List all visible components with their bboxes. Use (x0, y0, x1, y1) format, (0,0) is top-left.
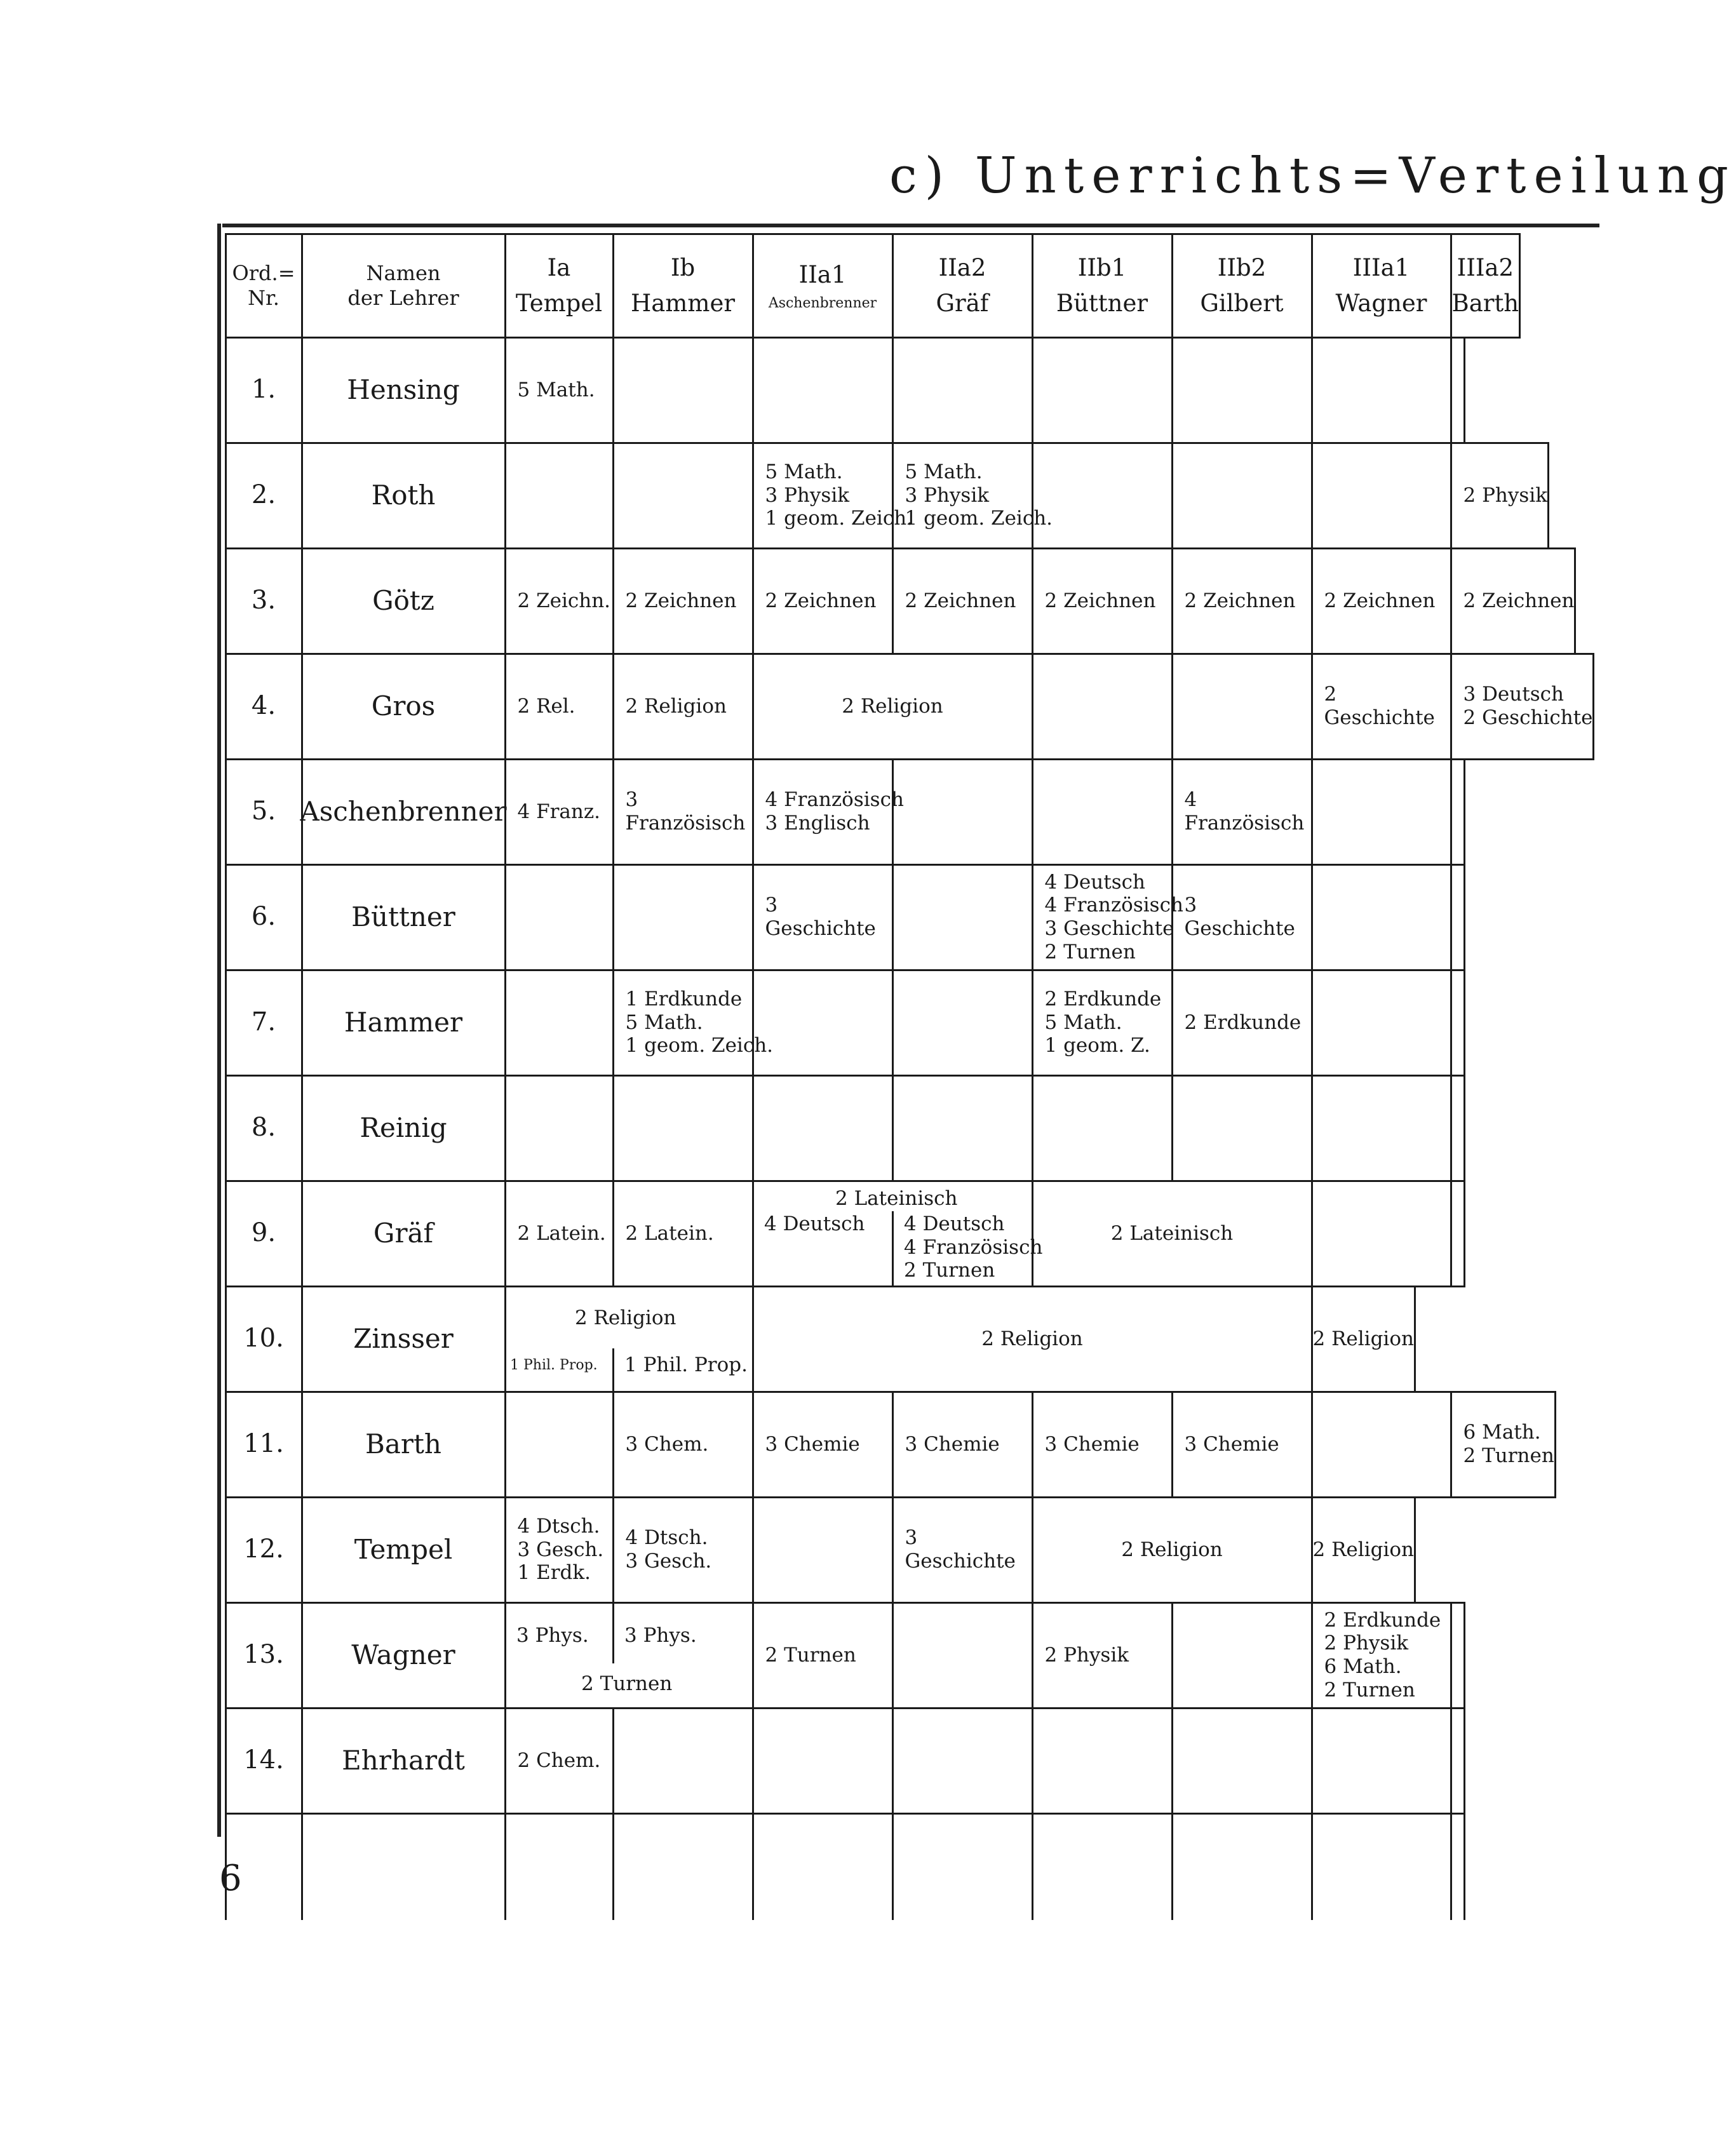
cell-line: 4 Französisch (904, 1235, 1043, 1259)
subject-cell (1311, 1602, 1452, 1709)
ord-number: 8. (225, 1075, 303, 1182)
empty-cell (892, 1707, 1033, 1815)
subject-cell (1032, 864, 1183, 971)
empty-cell (1450, 864, 1465, 971)
cell-line: 4 Französisch (765, 788, 904, 812)
left-rule (217, 224, 221, 1837)
cell-line: Nr. (248, 285, 279, 310)
subject-cell: 3 Chemie (1171, 1391, 1313, 1498)
subject-label: 1 Phil. Prop. (510, 1357, 598, 1373)
cell-line: 4 Französisch (1044, 894, 1183, 917)
subject-cell (1450, 653, 1595, 760)
subject-cell: 5 Math. (504, 337, 614, 444)
empty-cell (1450, 1707, 1465, 1815)
class-name: IIIa2 (1457, 254, 1514, 281)
cell-line: 6 Math. (1324, 1655, 1402, 1678)
divider (612, 1602, 614, 1663)
subject-label: 3 Phys. (516, 1624, 589, 1647)
subject-cell: 2 Religion (752, 653, 1033, 760)
empty-cell (612, 1075, 754, 1182)
subject-cell: 2 Religion (752, 1286, 1313, 1393)
teacher-name: Hammer (301, 969, 506, 1077)
empty-cell (892, 1602, 1033, 1709)
ord-number: 6. (225, 864, 303, 971)
subject-cell (504, 1496, 614, 1604)
empty-cell (892, 969, 1033, 1077)
subject-cell: 3 Geschichte (1171, 864, 1313, 971)
class-teacher: Büttner (1056, 289, 1148, 317)
subject-cell: 4 Französisch (1171, 758, 1313, 866)
empty-cell (1450, 1075, 1465, 1182)
cell-line: 1 Erdkunde (625, 988, 743, 1011)
class-teacher: Hammer (630, 289, 736, 317)
ord-number: 5. (225, 758, 303, 866)
empty-cell (892, 1813, 1033, 1920)
cell-line: 1 Erdk. (517, 1561, 591, 1585)
header-ord (225, 233, 303, 339)
header-class-iia2 (892, 233, 1033, 339)
cell-line: 1 geom. Z. (1044, 1034, 1150, 1057)
cell-line: 3 Geschichte (1044, 917, 1174, 940)
page-title: c) Unterrichts=Verteilung (889, 147, 1736, 205)
header-class-ib (612, 233, 754, 339)
teacher-name (301, 1813, 506, 1920)
empty-cell (1311, 864, 1452, 971)
class-name: Ib (670, 254, 696, 281)
subject-cell: 2 Latein. (504, 1180, 614, 1287)
empty-cell (1171, 1707, 1313, 1815)
cell-line: 5 Math. (1044, 1010, 1122, 1034)
empty-cell (1311, 1391, 1452, 1498)
empty-cell (1311, 442, 1452, 549)
subject-label: 1 Phil. Prop. (624, 1353, 748, 1376)
cell-line: 1 geom. Zeich. (765, 507, 913, 530)
class-teacher: Barth (1451, 289, 1519, 317)
empty-cell (892, 864, 1033, 971)
subject-cell: 3 Chemie (892, 1391, 1033, 1498)
empty-cell (1032, 653, 1173, 760)
teacher-name: Gros (301, 653, 506, 760)
ord-number: 3. (225, 547, 303, 655)
header-names (301, 233, 506, 339)
header-class-ia (504, 233, 614, 339)
empty-cell (1032, 758, 1173, 866)
empty-cell (752, 337, 894, 444)
subject-cell: 2 Religion (1311, 1286, 1416, 1393)
cell-line: 5 Math. (765, 460, 843, 484)
teacher-name: Zinsser (301, 1286, 506, 1393)
subject-cell: 2 Turnen (752, 1602, 894, 1709)
empty-cell (504, 864, 614, 971)
teacher-name: Gräf (301, 1180, 506, 1287)
empty-cell (504, 1075, 614, 1182)
ord-number: 1. (225, 337, 303, 444)
subject-cell: 3 Geschichte (892, 1496, 1033, 1604)
subject-cell: 2 Chem. (504, 1707, 614, 1815)
subject-cell: 2 Zeichnen (752, 547, 894, 655)
cell-line: 2 Geschichte (1463, 706, 1593, 729)
subject-cell (892, 442, 1053, 549)
cell-line: der Lehrer (347, 285, 459, 310)
empty-cell (1032, 1075, 1173, 1182)
empty-cell (1171, 442, 1313, 549)
cell-line: 6 Math. (1463, 1421, 1541, 1444)
empty-cell (1171, 1075, 1313, 1182)
top-rule (222, 224, 1599, 227)
class-teacher: Aschenbrenner (768, 295, 877, 311)
subject-cell: 2 Latein. (612, 1180, 754, 1287)
empty-cell (1311, 758, 1452, 866)
subject-cell: 2 Erdkunde (1171, 969, 1313, 1077)
subject-cell: 2 Zeichn. (504, 547, 614, 655)
subject-cell: 2 Lateinisch (1032, 1180, 1313, 1287)
subject-cell: 2 Religion (612, 653, 754, 760)
empty-cell (1450, 969, 1465, 1077)
class-name: IIb2 (1217, 254, 1267, 281)
ord-number: 7. (225, 969, 303, 1077)
subject-cell: 2 Zeichnen (892, 547, 1033, 655)
subject-label: 4 Deutsch (764, 1212, 865, 1235)
cell-line: 5 Math. (905, 460, 983, 484)
subject-cell: 2 Zeichnen (612, 547, 754, 655)
teacher-name: Reinig (301, 1075, 506, 1182)
subject-label: 3 Phys. (624, 1624, 697, 1647)
empty-cell (1311, 1707, 1452, 1815)
cell-line: 4 Dtsch. (517, 1515, 600, 1538)
page-number: 6 (219, 1858, 242, 1899)
ord-number: 13. (225, 1602, 303, 1709)
teacher-name: Tempel (301, 1496, 506, 1604)
empty-cell (1450, 758, 1465, 866)
teacher-name: Büttner (301, 864, 506, 971)
subject-cell: 3 Französisch (612, 758, 754, 866)
empty-cell (1450, 337, 1465, 444)
class-name: IIb1 (1077, 254, 1127, 281)
teacher-name: Barth (301, 1391, 506, 1498)
subject-cell (1450, 1391, 1556, 1498)
subject-cell: 3 Chem. (612, 1391, 754, 1498)
teacher-name: Hensing (301, 337, 506, 444)
empty-cell (612, 1813, 754, 1920)
class-name: IIa2 (938, 254, 986, 281)
cell-line: 4 Dtsch. (625, 1526, 708, 1550)
subject-cell (752, 442, 913, 549)
empty-cell (1311, 1075, 1452, 1182)
ord-number: 2. (225, 442, 303, 549)
ord-number: 10. (225, 1286, 303, 1393)
teacher-name: Aschenbrenner (301, 758, 506, 866)
empty-cell (1032, 1813, 1173, 1920)
cell-line: 2 Turnen (904, 1259, 995, 1282)
empty-cell (752, 1813, 894, 1920)
cell-line: 3 Physik (765, 483, 850, 507)
ord-number: 4. (225, 653, 303, 760)
empty-cell (1171, 653, 1313, 760)
empty-cell (752, 969, 894, 1077)
cell-line: 4 Deutsch (904, 1212, 1005, 1235)
empty-cell (1450, 1602, 1465, 1709)
subject-cell: 2 Zeichnen (1311, 547, 1452, 655)
empty-cell (892, 758, 1033, 866)
subject-cell: 3 Chemie (1032, 1391, 1173, 1498)
empty-cell (752, 1707, 894, 1815)
subject-cell: 2 Rel. (504, 653, 614, 760)
subject-cell: 2 Geschichte (1311, 653, 1452, 760)
cell-line: 3 Gesch. (625, 1550, 712, 1573)
header-class-iia1 (752, 233, 894, 339)
divider (892, 1211, 894, 1286)
empty-cell (612, 442, 754, 549)
ord-number: 11. (225, 1391, 303, 1498)
empty-cell (892, 337, 1033, 444)
empty-cell (1450, 1180, 1465, 1287)
ord-number: 12. (225, 1496, 303, 1604)
cell-line: 4 Deutsch (1044, 870, 1145, 894)
class-teacher: Wagner (1335, 289, 1427, 317)
teacher-name: Ehrhardt (301, 1707, 506, 1815)
empty-cell (504, 1391, 614, 1498)
schedule-table (225, 234, 1594, 1834)
empty-cell (1311, 969, 1452, 1077)
subject-cell: 2 Religion (1311, 1496, 1416, 1604)
class-teacher: Gräf (936, 289, 989, 317)
subject-label-top: 2 Religion (575, 1306, 676, 1329)
empty-cell (1032, 337, 1173, 444)
subject-cell: 3 Chemie (752, 1391, 894, 1498)
cell-line: 5 Math. (625, 1010, 703, 1034)
class-name: IIIa1 (1352, 254, 1410, 281)
empty-cell (1450, 1813, 1465, 1920)
subject-cell: 4 Franz. (504, 758, 614, 866)
cell-line: 2 Erdkunde (1324, 1608, 1441, 1632)
empty-cell (1311, 1180, 1452, 1287)
subject-cell: 2 Zeichnen (1450, 547, 1577, 655)
header-class-iiia2 (1450, 233, 1521, 339)
empty-cell (504, 1813, 614, 1920)
cell-line: 2 Erdkunde (1044, 988, 1162, 1011)
cell-line: 3 Englisch (765, 812, 870, 835)
teacher-name: Roth (301, 442, 506, 549)
empty-cell (1032, 1707, 1173, 1815)
subject-cell: 2 Zeichnen (1171, 547, 1313, 655)
divider (612, 1348, 614, 1392)
subject-cell: 2 Physik (1450, 442, 1550, 549)
ord-number (225, 1813, 303, 1920)
subject-cell: 2 Physik (1032, 1602, 1173, 1709)
empty-cell (1171, 1813, 1313, 1920)
ord-number: 9. (225, 1180, 303, 1287)
subject-label (904, 1212, 1042, 1282)
subject-cell: 2 Religion (1032, 1496, 1313, 1604)
subject-label-top: 2 Lateinisch (835, 1187, 958, 1210)
empty-cell (612, 337, 754, 444)
subject-cell (612, 969, 774, 1077)
teacher-name: Götz (301, 547, 506, 655)
class-teacher: Gilbert (1200, 289, 1284, 317)
empty-cell (892, 1075, 1033, 1182)
cell-line: 2 Turnen (1324, 1678, 1415, 1702)
empty-cell (612, 864, 754, 971)
cell-line: 2 Turnen (1463, 1444, 1554, 1467)
empty-cell (1171, 1602, 1313, 1709)
empty-cell (1171, 337, 1313, 444)
cell-line: 3 Gesch. (517, 1538, 604, 1561)
class-name: Ia (547, 254, 571, 281)
subject-cell (1032, 969, 1173, 1077)
cell-line: 2 Turnen (1044, 940, 1136, 963)
subject-cell (612, 1496, 754, 1604)
cell-line: 3 Physik (905, 483, 990, 507)
subject-cell: 2 Zeichnen (1032, 547, 1173, 655)
subject-label-bottom: 2 Turnen (581, 1672, 673, 1695)
subject-cell (752, 758, 904, 866)
header-class-iib2 (1171, 233, 1313, 339)
empty-cell (752, 1496, 894, 1604)
empty-cell (1032, 442, 1173, 549)
empty-cell (504, 442, 614, 549)
cell-line: 1 geom. Zeich. (625, 1034, 774, 1057)
subject-cell: 3 Geschichte (752, 864, 894, 971)
teacher-name: Wagner (301, 1602, 506, 1709)
subject-cell (504, 1286, 754, 1393)
empty-cell (504, 969, 614, 1077)
cell-line: 2 Physik (1324, 1632, 1409, 1655)
header-class-iib1 (1032, 233, 1173, 339)
cell-line: Ord.= (232, 261, 295, 286)
cell-line: 1 geom. Zeich. (905, 507, 1053, 530)
cell-line: Namen (366, 261, 441, 286)
empty-cell (1311, 1813, 1452, 1920)
ord-number: 14. (225, 1707, 303, 1815)
empty-cell (1311, 337, 1452, 444)
cell-line: 3 Deutsch (1463, 683, 1564, 706)
class-name: IIa1 (798, 261, 847, 289)
header-class-iiia1 (1311, 233, 1452, 339)
empty-cell (612, 1707, 754, 1815)
class-teacher: Tempel (515, 289, 603, 317)
empty-cell (752, 1075, 894, 1182)
